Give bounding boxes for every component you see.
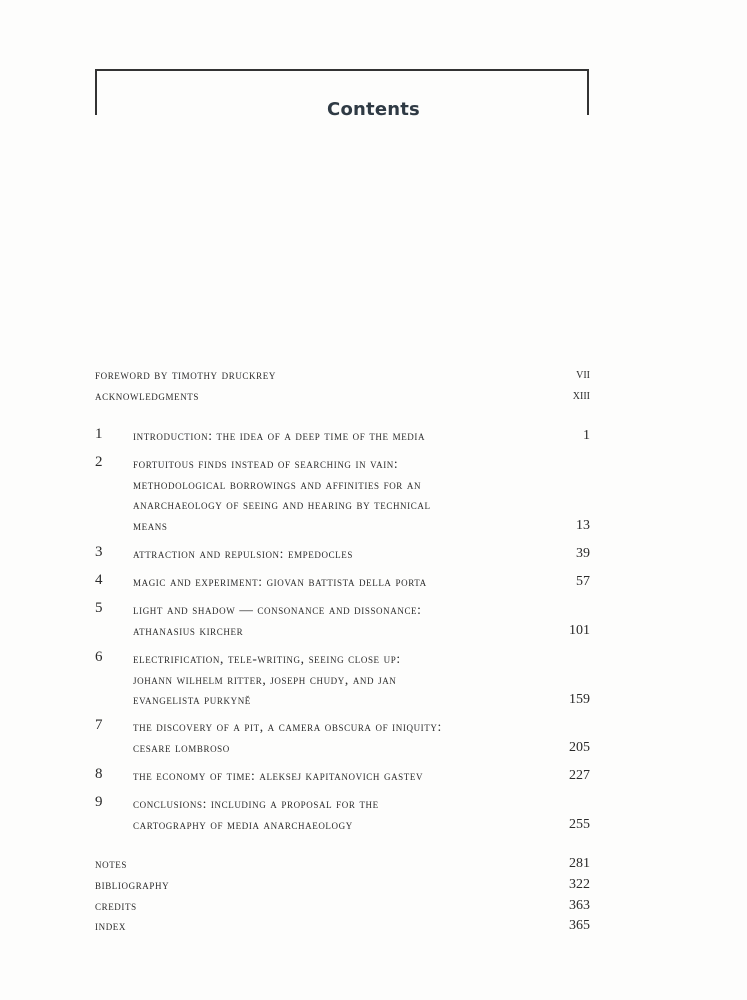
entry-title: notes	[95, 856, 127, 871]
chapter-title	[133, 544, 590, 565]
chapter-number: 8	[95, 766, 103, 782]
chapter-title	[133, 426, 590, 447]
toc-chapter-4[interactable]	[95, 572, 590, 593]
entry-title: acknowledgments	[95, 388, 199, 403]
page-title: Contents	[327, 99, 420, 120]
chapter-title-line: cesare lombroso	[133, 739, 230, 755]
chapter-title-line: electrification, tele-writing, seeing close up:	[133, 651, 401, 666]
toc-entry-acknowledgments[interactable]	[95, 386, 590, 407]
chapter-title-line: anarchaeology of seeing and hearing by technical	[133, 497, 431, 512]
entry-page: 322	[569, 877, 590, 892]
entry-title: index	[95, 918, 126, 933]
chapter-number: 2	[95, 454, 103, 470]
entry-title: bibliography	[95, 877, 170, 892]
chapter-title	[133, 649, 590, 711]
chapter-title	[133, 794, 590, 835]
chapter-title-line: introduction: the idea of a deep time of the media	[133, 428, 426, 443]
chapter-page: 255	[569, 816, 590, 832]
chapter-title-line: light and shadow — consonance and dissonance:	[133, 602, 422, 617]
chapter-number: 9	[95, 794, 103, 810]
toc-entry-foreword[interactable]	[95, 365, 590, 386]
chapter-page: 205	[569, 739, 590, 755]
chapter-page: 1	[583, 428, 590, 443]
chapter-title-line: means	[133, 517, 168, 533]
chapter-title	[133, 600, 590, 641]
chapter-number: 4	[95, 572, 103, 588]
toc-entry-index[interactable]	[95, 916, 590, 937]
chapter-title-line: attraction and repulsion: empedocles	[133, 546, 353, 561]
chapter-title	[133, 454, 590, 536]
chapter-page: 13	[576, 517, 590, 533]
chapter-title-line: methodological borrowings and affinities for an	[133, 476, 422, 492]
toc-chapter-1[interactable]	[95, 426, 590, 447]
chapter-title-line: evangelista purkyně	[133, 692, 251, 707]
entry-title: credits	[95, 898, 137, 913]
toc-chapter-8[interactable]	[95, 766, 590, 787]
entry-page: xiii	[572, 388, 590, 403]
chapter-title	[133, 766, 590, 787]
toc-chapter-7[interactable]	[95, 717, 590, 758]
toc-entry-bibliography[interactable]	[95, 875, 590, 896]
toc-chapter-9[interactable]	[95, 794, 590, 835]
chapter-title-line: johann wilhelm ritter, joseph chudy, and jan	[133, 671, 397, 687]
chapter-number: 3	[95, 544, 103, 560]
chapter-page: 39	[576, 546, 590, 561]
chapter-page: 159	[569, 692, 590, 707]
toc-entry-credits[interactable]	[95, 896, 590, 917]
chapter-number: 6	[95, 649, 103, 665]
toc-chapter-2[interactable]	[95, 454, 590, 536]
chapter-title	[133, 572, 590, 593]
chapter-title	[133, 717, 590, 758]
chapter-number: 7	[95, 717, 103, 733]
chapter-title-line: fortuitous finds instead of searching in vain:	[133, 456, 399, 471]
chapter-number: 5	[95, 600, 103, 616]
chapter-title-line: conclusions: including a proposal for the	[133, 796, 379, 811]
chapter-number: 1	[95, 426, 103, 442]
chapter-page: 227	[569, 768, 590, 783]
chapter-title-line: cartography of media anarchaeology	[133, 816, 353, 832]
toc-entry-notes[interactable]	[95, 854, 590, 875]
chapter-title-line: athanasius kircher	[133, 622, 244, 638]
toc-chapter-5[interactable]	[95, 600, 590, 641]
entry-page: 281	[569, 856, 590, 871]
chapter-title-line: the discovery of a pit, a camera obscura of iniquity:	[133, 719, 442, 734]
chapter-page: 57	[576, 574, 590, 589]
chapter-title-line: magic and experiment: giovan battista della porta	[133, 574, 427, 589]
entry-page: 365	[569, 918, 590, 933]
toc-chapter-6[interactable]	[95, 649, 590, 711]
toc-chapter-3[interactable]	[95, 544, 590, 565]
chapter-page: 101	[569, 622, 590, 638]
entry-page: 363	[569, 898, 590, 913]
entry-title: foreword by timothy druckrey	[95, 367, 276, 382]
entry-page: vii	[576, 367, 590, 382]
chapter-title-line: the economy of time: aleksej kapitanovich gastev	[133, 768, 424, 783]
